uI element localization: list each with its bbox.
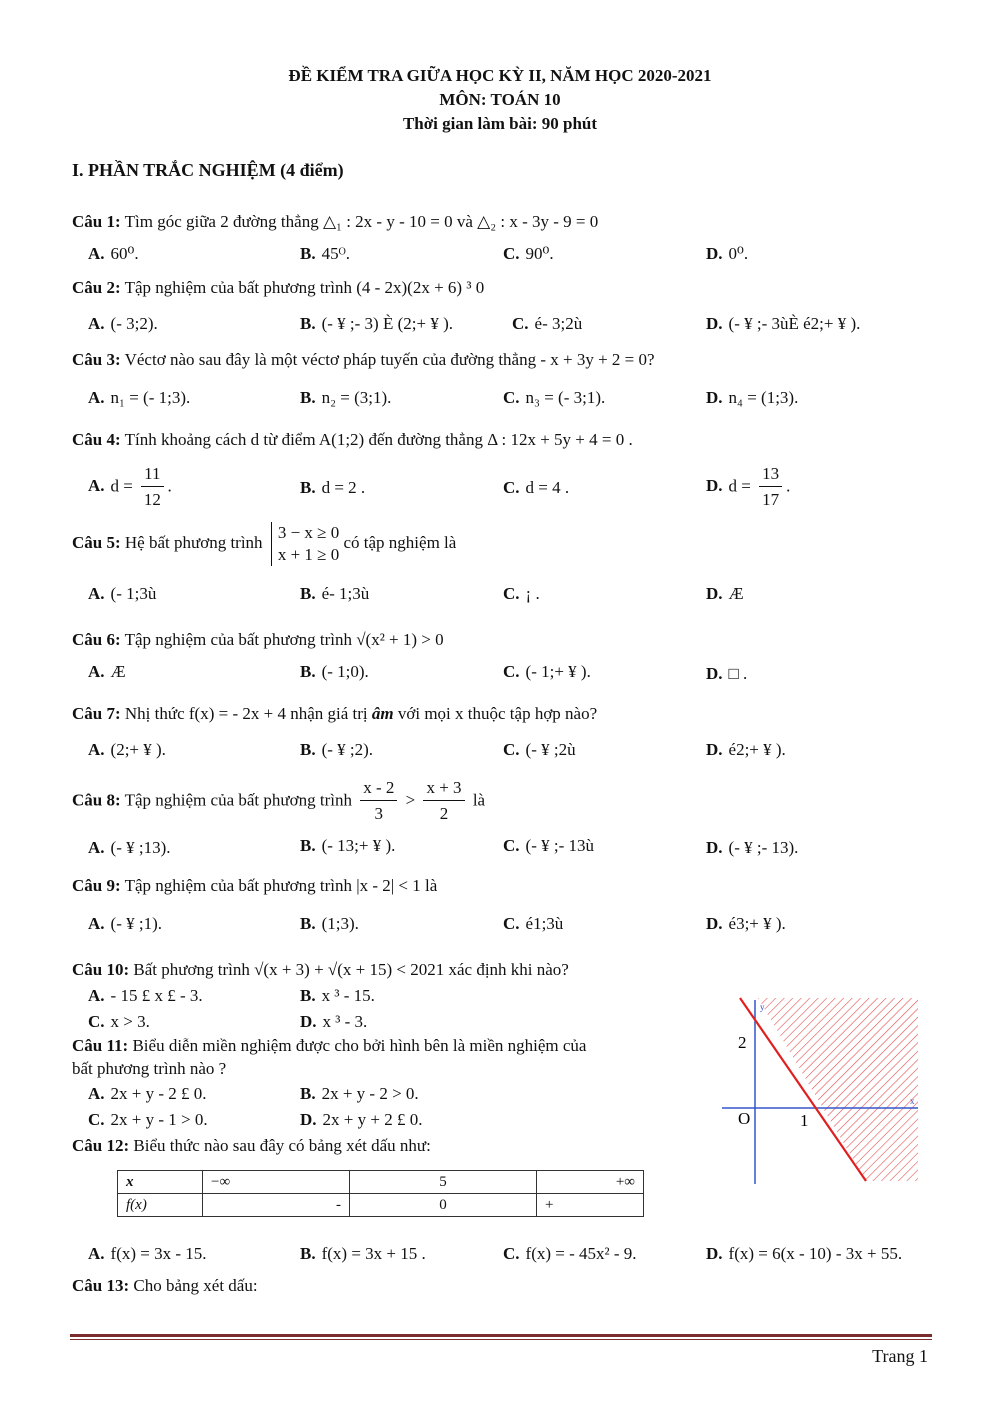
option-c[interactable]: C. ¡ . bbox=[503, 584, 540, 603]
question-11-cont: bất phương trình nào ? bbox=[72, 1059, 227, 1078]
option-d[interactable]: D. (- ¥ ;- 13). bbox=[706, 838, 799, 857]
question-8: Câu 8: Tập nghiệm của bất phương trình $\frac{x - 2}{3}$ > $\frac{x + 3}{2}$ là bbox=[72, 778, 486, 823]
option-d[interactable]: D. Æ bbox=[706, 584, 744, 603]
option-c[interactable]: C. n₃ = (- 3;1). bbox=[503, 388, 606, 407]
option-b[interactable]: B. é- 1;3ù bbox=[300, 584, 370, 603]
question-label: Câu 6: bbox=[72, 630, 121, 649]
option-c[interactable]: C. é- 3;2ù bbox=[512, 314, 583, 333]
question-label: Câu 1: bbox=[72, 212, 121, 231]
question-label: Câu 7: bbox=[72, 704, 121, 723]
table-row: x −∞ 5 +∞ bbox=[118, 1171, 644, 1194]
origin-label: O bbox=[738, 1109, 751, 1128]
option-c[interactable]: C. 2x + y - 1 > 0. bbox=[88, 1110, 208, 1129]
inequality-system: 3 − x ≥ 0 x + 1 ≥ 0 bbox=[271, 522, 339, 566]
question-10 bbox=[72, 960, 569, 980]
option-d[interactable]: D. é2;+ ¥ ). bbox=[706, 740, 786, 759]
question-label: Câu 8: bbox=[72, 790, 121, 810]
option-b[interactable]: B. (- 13;+ ¥ ). bbox=[300, 836, 396, 855]
question-text: Tìm góc giữa 2 đường thẳng △₁ : 2x - y - 10 = 0 và △₂ : x - 3y - 9 = 0 bbox=[124, 212, 599, 231]
section-heading: I. PHẦN TRẮC NGHIỆM (4 điểm) bbox=[72, 160, 344, 180]
question-5: Câu 5: Hệ bất phương trình 3 − x ≥ 0 x + 1 ≥ 0 có tập nghiệm là bbox=[72, 523, 457, 564]
question-13 bbox=[72, 1276, 258, 1296]
option-a[interactable]: A. (- ¥ ;13). bbox=[88, 838, 171, 857]
footer-rule bbox=[70, 1334, 932, 1337]
option-c[interactable]: C. 90⁰. bbox=[503, 244, 554, 263]
question-label: Câu 4: bbox=[72, 430, 121, 449]
time-limit: Thời gian làm bài: 90 phút bbox=[402, 114, 598, 133]
option-a[interactable]: A. (- 1;3ù bbox=[88, 584, 157, 603]
option-a[interactable]: A. (- 3;2). bbox=[88, 314, 158, 333]
option-c[interactable]: C. (- 1;+ ¥ ). bbox=[503, 662, 591, 681]
sign-table bbox=[117, 1170, 644, 1217]
option-d[interactable]: D. d = $\frac{13}{17}$ . bbox=[706, 464, 791, 509]
question-label: Câu 2: bbox=[72, 278, 121, 297]
question-text: Tập nghiệm của bất phương trình |x - 2| < 1 là bbox=[124, 876, 438, 895]
option-d[interactable]: D. □ . bbox=[706, 664, 748, 683]
question-9 bbox=[72, 876, 437, 896]
option-d[interactable]: D. f(x) = 6(x - 10) - 3x + 55. bbox=[706, 1244, 903, 1263]
option-a[interactable]: A. d = $\frac{11}{12}$ . bbox=[88, 464, 172, 509]
option-c[interactable]: C. d = 4 . bbox=[503, 478, 570, 497]
question-2 bbox=[72, 278, 484, 298]
table-row: f(x) - 0 + bbox=[118, 1194, 644, 1217]
question-label: Câu 10: bbox=[72, 960, 130, 979]
option-a[interactable]: A. n₁ = (- 1;3). bbox=[88, 388, 191, 407]
option-d[interactable]: D. (- ¥ ;- 3ùÈ é2;+ ¥ ). bbox=[706, 314, 861, 333]
question-11: Câu 11: Biểu diễn miền nghiệm được cho bởi hình bên là miền nghiệm của bbox=[72, 1036, 587, 1055]
option-b[interactable]: B. 2x + y - 2 > 0. bbox=[300, 1084, 419, 1103]
option-b[interactable]: B. 45ᴼ. bbox=[300, 244, 350, 263]
question-text: Bất phương trình √(x + 3) + √(x + 15) < 2021 xác định khi nào? bbox=[133, 960, 569, 979]
option-a[interactable]: A. Æ bbox=[88, 662, 126, 681]
option-a[interactable]: A. 2x + y - 2 £ 0. bbox=[88, 1084, 207, 1103]
question-6 bbox=[72, 630, 444, 650]
question-text: Cho bảng xét dấu: bbox=[133, 1276, 258, 1295]
question-text: Véctơ nào sau đây là một véctơ pháp tuyến của đường thẳng - x + 3y + 2 = 0? bbox=[124, 350, 655, 369]
option-b[interactable]: B. (- ¥ ;2). bbox=[300, 740, 374, 759]
question-label: Câu 12: bbox=[72, 1136, 130, 1155]
option-b[interactable]: B. (- ¥ ;- 3) È (2;+ ¥ ). bbox=[300, 314, 453, 333]
question-3 bbox=[72, 350, 655, 370]
question-label: Câu 13: bbox=[72, 1276, 130, 1295]
option-a[interactable]: A. - 15 £ x £ - 3. bbox=[88, 986, 203, 1005]
option-b[interactable]: B. d = 2 . bbox=[300, 478, 366, 497]
question-text: Biểu thức nào sau đây có bảng xét dấu như: bbox=[133, 1136, 431, 1155]
option-d[interactable]: D. x ³ - 3. bbox=[300, 1012, 368, 1031]
question-text: Tập nghiệm của bất phương trình √(x² + 1) > 0 bbox=[124, 630, 444, 649]
option-c[interactable]: C. é1;3ù bbox=[503, 914, 564, 933]
question-label: Câu 11: bbox=[72, 1036, 129, 1055]
page-number: Trang 1 bbox=[872, 1346, 928, 1366]
question-12 bbox=[72, 1136, 431, 1156]
option-b[interactable]: B. f(x) = 3x + 15 . bbox=[300, 1244, 426, 1263]
option-a[interactable]: A. (2;+ ¥ ). bbox=[88, 740, 166, 759]
option-b[interactable]: B. n₂ = (3;1). bbox=[300, 388, 392, 407]
option-c[interactable]: C. (- ¥ ;- 13ù bbox=[503, 836, 594, 855]
footer-rule-thin bbox=[70, 1339, 932, 1340]
question-text: Tính khoảng cách d từ điểm A(1;2) đến đường thẳng Δ : 12x + 5y + 4 = 0 . bbox=[124, 430, 633, 449]
question-4 bbox=[72, 430, 633, 450]
option-c[interactable]: C. f(x) = - 45x² - 9. bbox=[503, 1244, 637, 1263]
question-label: Câu 9: bbox=[72, 876, 121, 895]
option-b[interactable]: B. (- 1;0). bbox=[300, 662, 369, 681]
question-7: Câu 7: Nhị thức f(x) = - 2x + 4 nhận giá trị âm với mọi x thuộc tập hợp nào? bbox=[72, 704, 598, 723]
option-c[interactable]: C. x > 3. bbox=[88, 1012, 150, 1031]
option-c[interactable]: C. (- ¥ ;2ù bbox=[503, 740, 576, 759]
question-text: Tập nghiệm của bất phương trình (4 - 2x)(2x + 6) ³ 0 bbox=[124, 278, 485, 297]
question-label: Câu 3: bbox=[72, 350, 121, 369]
option-a[interactable]: A. 60⁰. bbox=[88, 244, 139, 263]
solution-region-graph bbox=[718, 996, 928, 1192]
option-d[interactable]: D. 2x + y + 2 £ 0. bbox=[300, 1110, 423, 1129]
option-d[interactable]: D. é3;+ ¥ ). bbox=[706, 914, 786, 933]
question-label: Câu 5: bbox=[72, 532, 121, 552]
option-d[interactable]: D. 0⁰. bbox=[706, 244, 749, 263]
y-tick-label: 2 bbox=[738, 1033, 747, 1052]
option-b[interactable]: B. (1;3). bbox=[300, 914, 359, 933]
shaded-region bbox=[758, 998, 918, 1181]
option-b[interactable]: B. x ³ - 15. bbox=[300, 986, 375, 1005]
x-tick-label: 1 bbox=[800, 1111, 809, 1130]
option-a[interactable]: A. f(x) = 3x - 15. bbox=[88, 1244, 207, 1263]
exam-title: ĐỀ KIỂM TRA GIỮA HỌC KỲ II, NĂM HỌC 2020-2021 bbox=[288, 66, 712, 85]
option-d[interactable]: D. n₄ = (1;3). bbox=[706, 388, 799, 407]
x-axis-label: x bbox=[910, 1096, 915, 1106]
option-a[interactable]: A. (- ¥ ;1). bbox=[88, 914, 162, 933]
y-axis-label: y bbox=[760, 1002, 765, 1012]
question-1 bbox=[72, 212, 598, 232]
subject-title: MÔN: TOÁN 10 bbox=[439, 90, 561, 109]
